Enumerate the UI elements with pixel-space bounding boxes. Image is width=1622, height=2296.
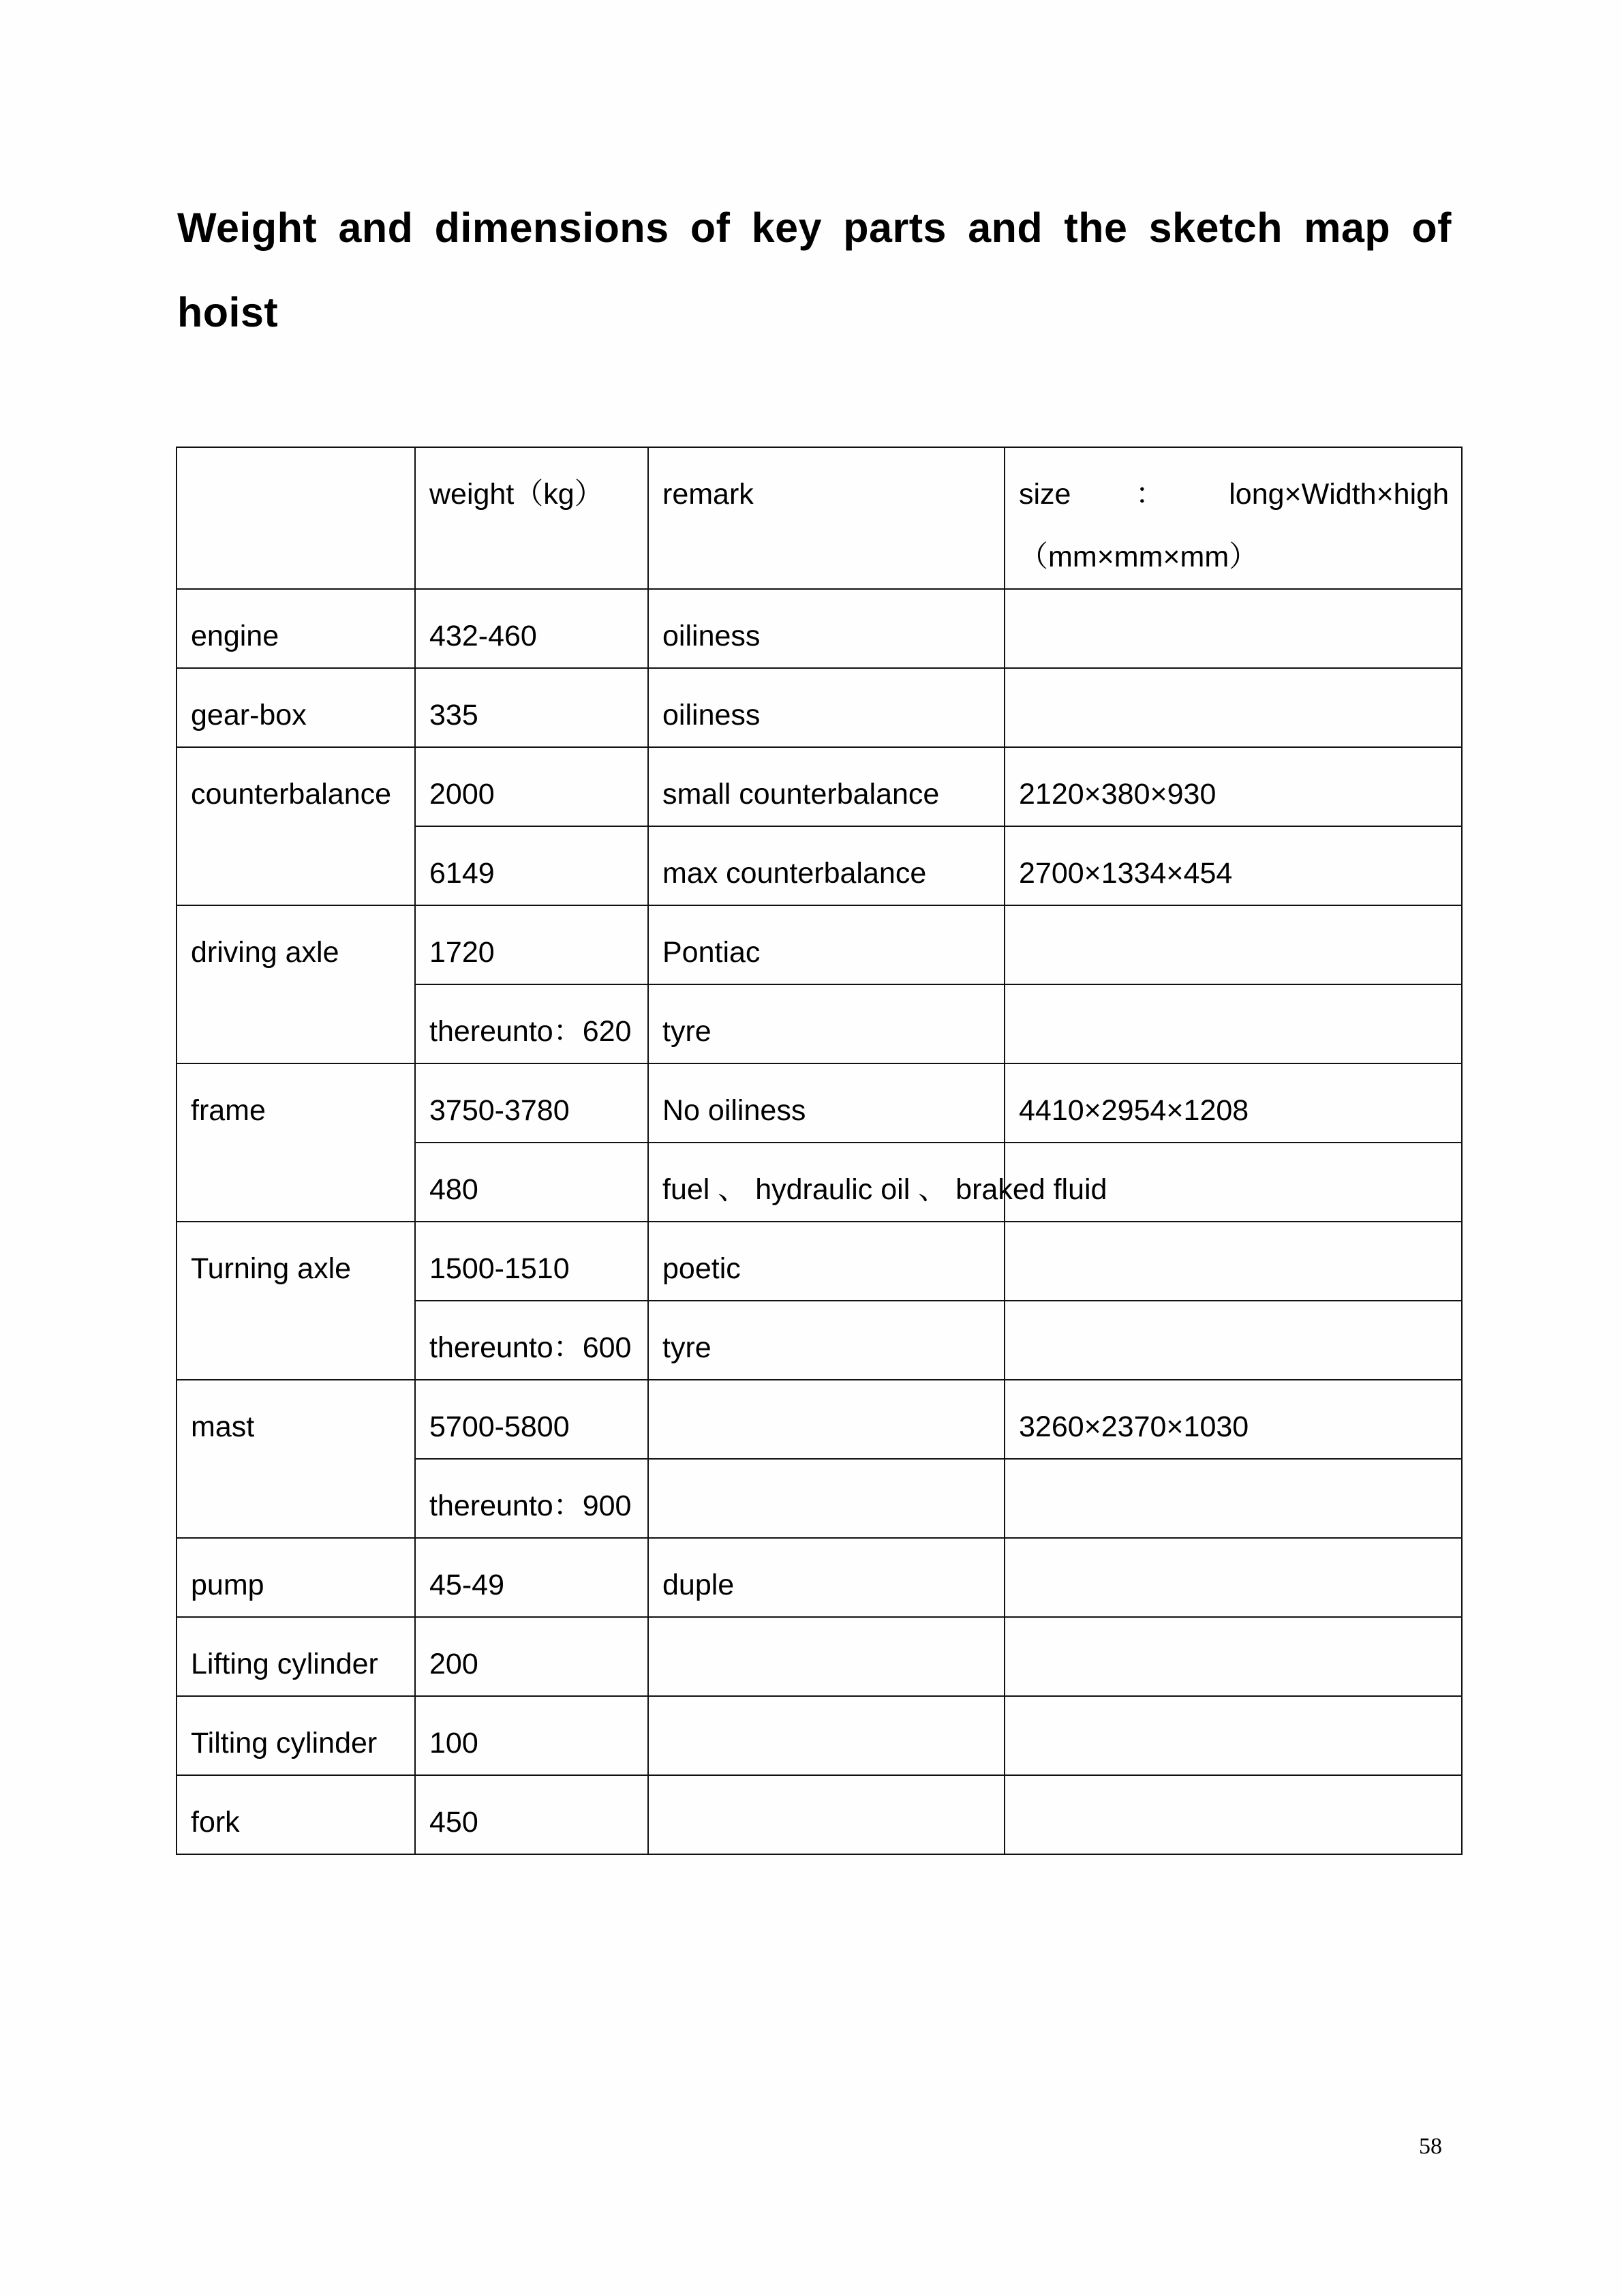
cell-part: Turning axle: [177, 1222, 415, 1380]
cell-size: [1005, 668, 1462, 747]
cell-remark: No oiliness: [648, 1063, 1005, 1143]
cell-remark: tyre: [648, 1301, 1005, 1380]
header-size: [1005, 447, 1462, 589]
cell-remark: poetic: [648, 1222, 1005, 1301]
cell-remark: [648, 1380, 1005, 1459]
cell-size: [1005, 905, 1462, 984]
cell-size: 4410×2954×1208: [1005, 1063, 1462, 1143]
cell-size: [1005, 1617, 1462, 1696]
table-row: [177, 1222, 1462, 1301]
header-part: [177, 447, 415, 589]
table-row: [177, 747, 1462, 826]
cell-weight: 200: [415, 1617, 648, 1696]
cell-size: [1005, 1775, 1462, 1854]
cell-weight: thereunto：600: [415, 1301, 648, 1380]
page-title: Weight and dimensions of key parts and the sketch map of hoist: [177, 205, 1452, 335]
cell-remark: oiliness: [648, 668, 1005, 747]
cell-size: [1005, 984, 1462, 1063]
cell-part: engine: [177, 589, 415, 668]
cell-weight: 2000: [415, 747, 648, 826]
cell-remark: [648, 1696, 1005, 1775]
cell-weight: 432-460: [415, 589, 648, 668]
cell-size: 3260×2370×1030: [1005, 1380, 1462, 1459]
table-row: [177, 1696, 1462, 1775]
header-remark: remark: [648, 447, 1005, 589]
cell-weight: thereunto：900: [415, 1459, 648, 1538]
cell-part: fork: [177, 1775, 415, 1854]
cell-part: driving axle: [177, 905, 415, 1063]
table-row: [177, 1063, 1462, 1143]
cell-remark: [648, 1617, 1005, 1696]
table-header-row: [177, 447, 1462, 589]
cell-weight: 45-49: [415, 1538, 648, 1617]
header-size-label: size: [1019, 478, 1071, 511]
cell-weight: thereunto：620: [415, 984, 648, 1063]
cell-remark: max counterbalance: [648, 826, 1005, 905]
cell-part: pump: [177, 1538, 415, 1617]
cell-weight: 3750-3780: [415, 1063, 648, 1143]
cell-part: Lifting cylinder: [177, 1617, 415, 1696]
cell-size: [1005, 1696, 1462, 1775]
cell-weight: 100: [415, 1696, 648, 1775]
table-row: [177, 905, 1462, 984]
table-row: [177, 1775, 1462, 1854]
cell-part: counterbalance: [177, 747, 415, 905]
header-size-units: （mm×mm×mm）: [1019, 541, 1259, 573]
cell-weight: 480: [415, 1143, 648, 1222]
cell-part: Tilting cylinder: [177, 1696, 415, 1775]
cell-size: [1005, 1459, 1462, 1538]
cell-weight: 6149: [415, 826, 648, 905]
table-row: [177, 1538, 1462, 1617]
cell-weight: 5700-5800: [415, 1380, 648, 1459]
parts-table: [176, 447, 1463, 1855]
cell-weight: 1500-1510: [415, 1222, 648, 1301]
table-row: [177, 1617, 1462, 1696]
cell-size: 2700×1334×454: [1005, 826, 1462, 905]
cell-remark: oiliness: [648, 589, 1005, 668]
cell-size: [1005, 1222, 1462, 1301]
cell-weight: 1720: [415, 905, 648, 984]
cell-remark: Pontiac: [648, 905, 1005, 984]
cell-weight: 450: [415, 1775, 648, 1854]
header-size-colon: ：: [1135, 478, 1165, 511]
header-size-dims: long×Width×high: [1229, 478, 1449, 511]
cell-remark: fuel 、 hydraulic oil 、 braked fluid: [648, 1143, 1005, 1222]
table-row: [177, 589, 1462, 668]
cell-remark: tyre: [648, 984, 1005, 1063]
page-number: 58: [1419, 2134, 1442, 2159]
header-weight: weight（kg）: [415, 447, 648, 589]
cell-size: 2120×380×930: [1005, 747, 1462, 826]
cell-size: [1005, 589, 1462, 668]
cell-size: [1005, 1301, 1462, 1380]
cell-size: [1005, 1538, 1462, 1617]
table-row: [177, 1380, 1462, 1459]
cell-remark: [648, 1775, 1005, 1854]
cell-part: frame: [177, 1063, 415, 1222]
cell-weight: 335: [415, 668, 648, 747]
cell-remark: duple: [648, 1538, 1005, 1617]
cell-remark: [648, 1459, 1005, 1538]
cell-remark: small counterbalance: [648, 747, 1005, 826]
cell-part: gear-box: [177, 668, 415, 747]
table-row: [177, 668, 1462, 747]
cell-part: mast: [177, 1380, 415, 1538]
